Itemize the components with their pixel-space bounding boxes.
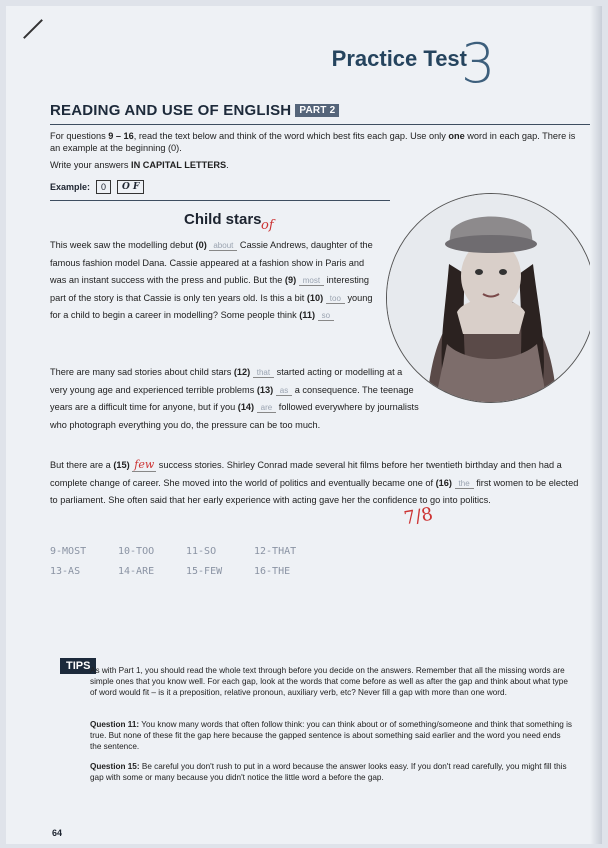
paragraph-1: This week saw the modelling debut (0) about Cassie Andrews, daughter of the famous fashion model Dana. Cassie appeared at a fashion show in Paris and was an instant success with the press and public. But the (9) most interesting part of the story is that Cassie is only ten years old. Is this a bit (10) too young for a child to begin a career in modelling? Some people think (11) so	[50, 240, 373, 320]
tips-q15: Question 15: Be careful you don't rush to put in a word because the answer looks easy. If you don't read carefully, you might fill this gap with some or many because you didn't notice the little word a before the gap.	[90, 762, 567, 782]
practice-test-header	[332, 46, 467, 72]
part-badge: PART 2	[295, 104, 339, 117]
practice-test-title: Practice Test	[331, 46, 467, 71]
handwritten-answers: 9-MOST 10-TOO 11-SO 12-THAT 13-AS 14-ARE 15-FEW 16-THE	[50, 546, 297, 577]
paragraph-2: There are many sad stories about child stars (12) that started acting or modelling at a very young age and experienced terrible problems (13) as a consequence. The teenage years are a difficult time for anyone, but if you (14) are followed everywhere by journalists who photograph everything you do, the pressure can be too much.	[50, 367, 419, 430]
practice-test-number: 3	[461, 32, 496, 95]
example-answer-box: O F	[117, 180, 144, 194]
pencil-mark	[23, 19, 43, 39]
handwritten-score: 7/8	[402, 503, 435, 530]
page-spine-shadow	[590, 6, 602, 844]
divider	[50, 124, 590, 125]
paragraph-3: But there are a (15) few success stories. Shirley Conrad made several hit films before her twentieth birthday and then had a complete change of career. She moved into the world of politics and eventually became one of (16) the first women to be elected to parliament. She often said that her early experience with acting gave her the confidence to go into politics.	[50, 458, 579, 505]
tips-intro: As with Part 1, you should read the whole text through before you decide on the answers. Remember that all the missing words are simple ones that you know well. For each gap, look at the words that come before as well as after the gap and think about what type of word would fit – is it a preposition, relative pronoun, auxiliary verb, etc? Never fill a gap with more than one word.	[90, 666, 568, 697]
instructions: For questions 9 – 16, read the text below and think of the word which best fits each gap. Use only one word in each gap. There is an example at the beginning (0).	[50, 131, 576, 153]
story-title: Child stars	[184, 211, 262, 228]
workbook-page	[6, 6, 602, 844]
example-row: Example: 0 O F	[50, 180, 144, 194]
handwritten-of: of	[261, 218, 274, 233]
divider-2	[50, 200, 390, 201]
page-number: 64	[52, 828, 63, 838]
section-heading: READING AND USE OF ENGLISH PART 2	[50, 102, 339, 119]
tips-badge: TIPS	[60, 658, 96, 674]
example-number-box: 0	[96, 180, 111, 194]
instructions-capitals: Write your answers IN CAPITAL LETTERS.	[50, 160, 229, 170]
tips-q11: Question 11: You know many words that often follow think: you can think about or of something/someone and think that something is true. But none of these fit the gap here because the gapped sentence is about something said earlier and the word you need ends the sentence.	[90, 720, 572, 751]
